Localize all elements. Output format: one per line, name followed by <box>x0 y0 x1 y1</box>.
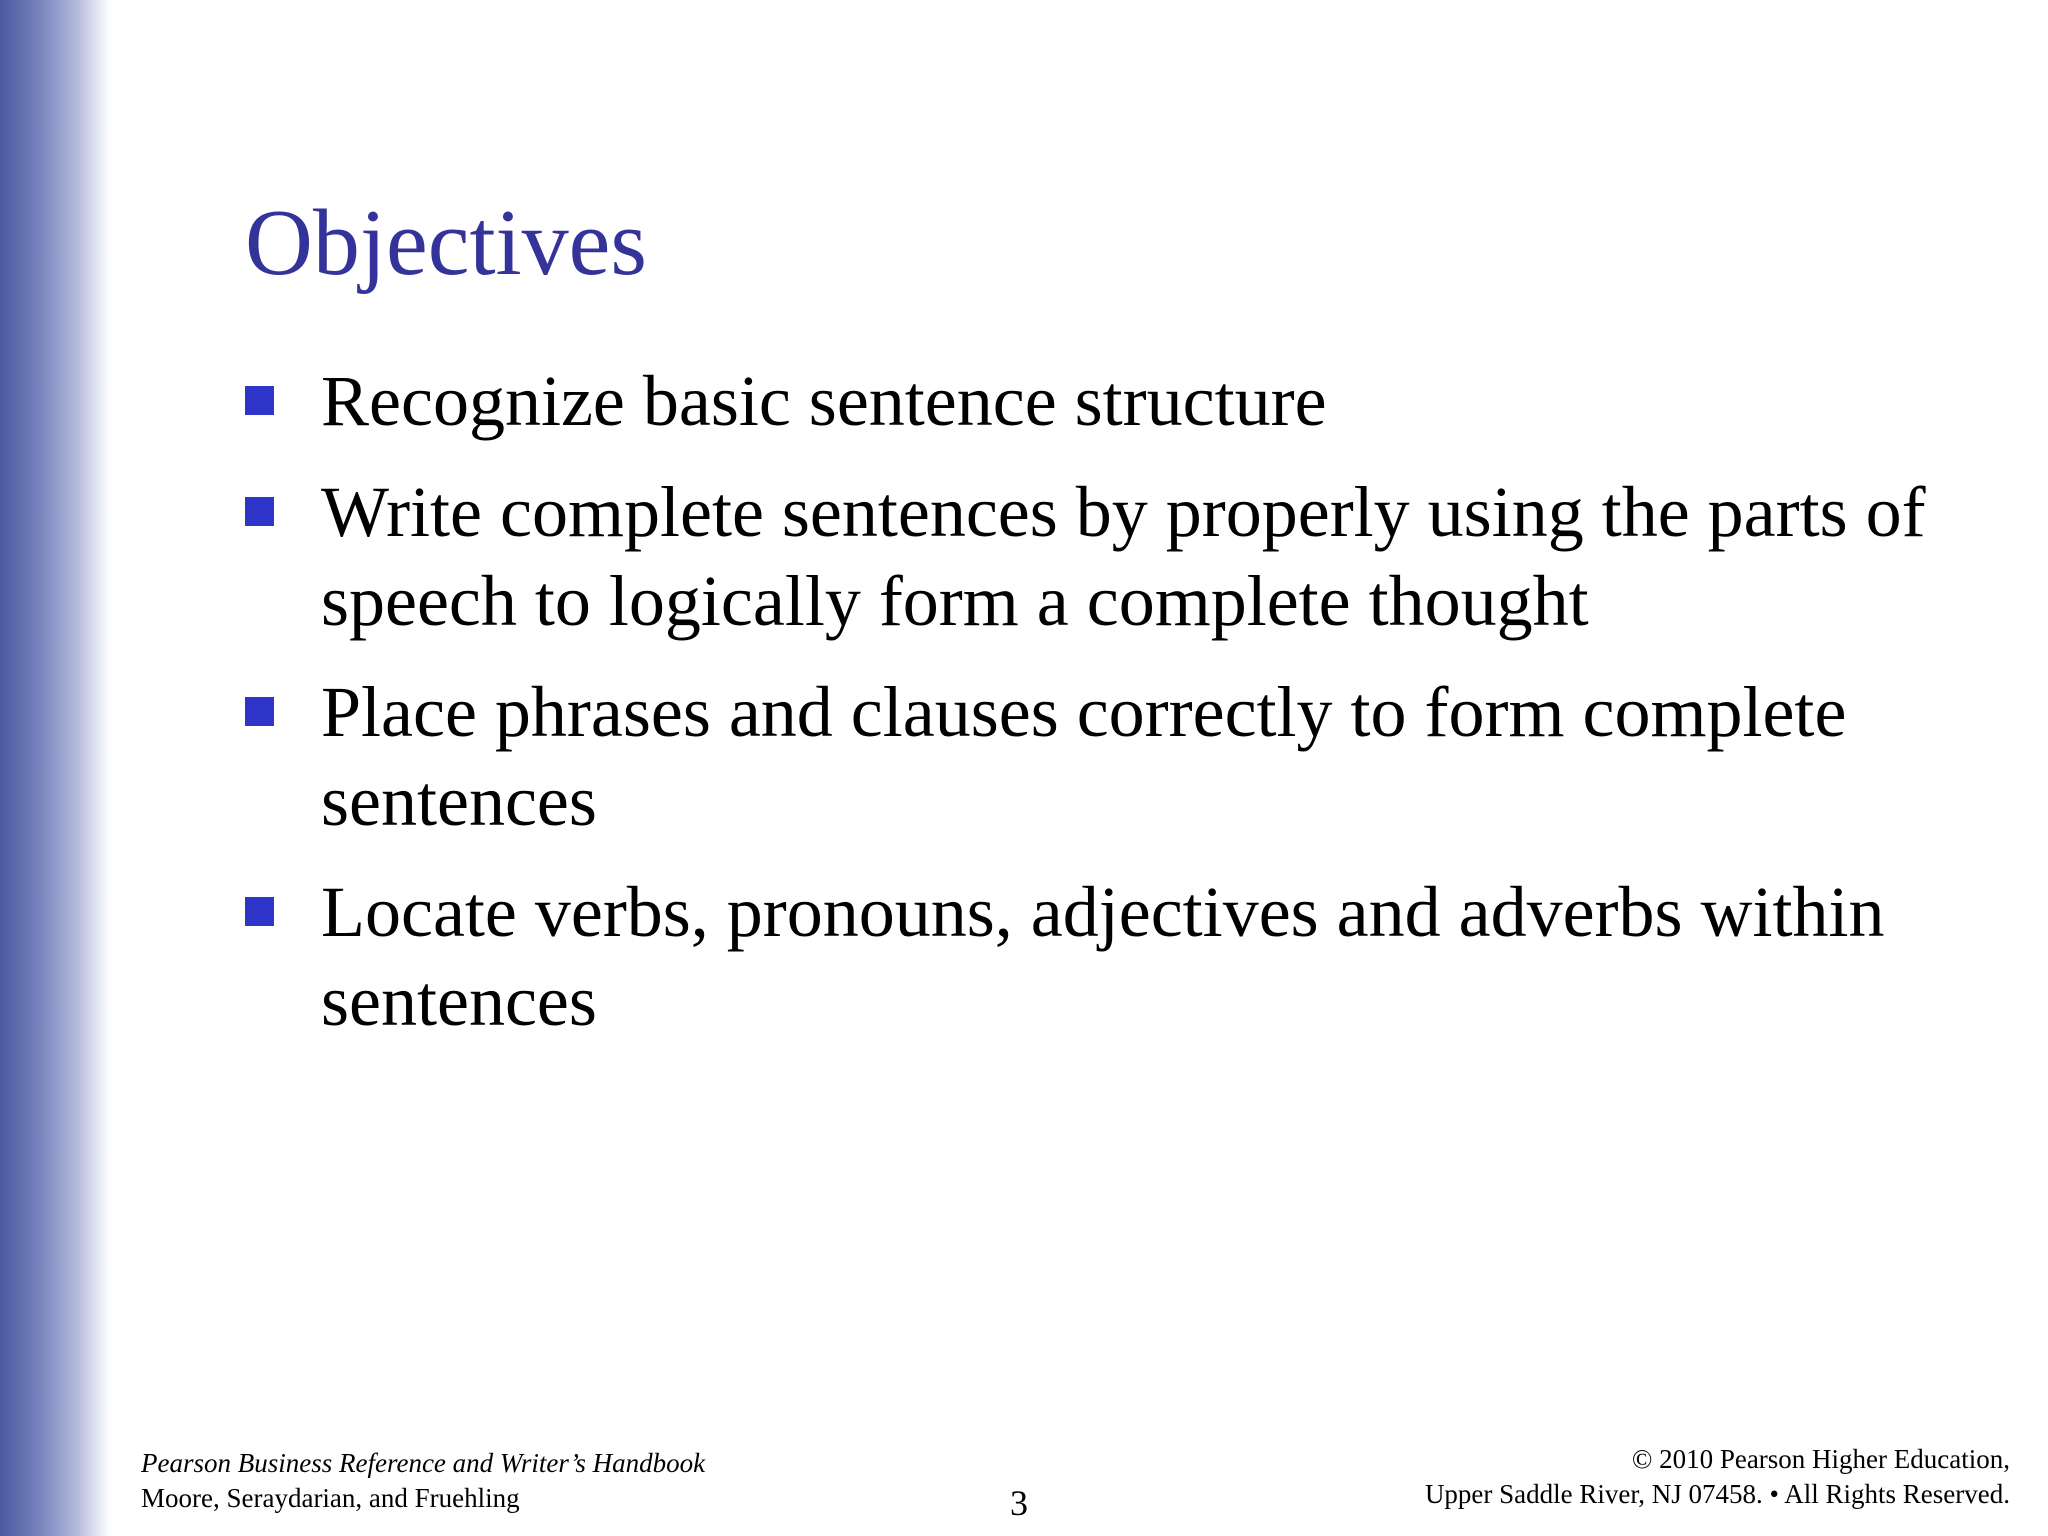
footer-authors: Moore, Seraydarian, and Fruehling <box>141 1483 520 1513</box>
bullet-text: Locate verbs, pronouns, adjectives and adverbs within sentences <box>321 872 1885 1041</box>
bullet-text: Recognize basic sentence structure <box>321 361 1327 441</box>
list-item <box>245 468 1945 646</box>
left-gradient-band <box>0 0 110 1536</box>
list-item <box>245 668 1945 846</box>
square-bullet-icon <box>245 386 274 415</box>
bullet-text: Place phrases and clauses correctly to form complete sentences <box>321 672 1847 841</box>
footer-book-title: Pearson Business Reference and Writer’s Handbook <box>141 1448 706 1478</box>
bullet-text: Write complete sentences by properly using the parts of speech to logically form a complete thought <box>321 472 1926 641</box>
copyright-line-2: Upper Saddle River, NJ 07458. • All Rights Reserved. <box>1424 1479 2010 1509</box>
square-bullet-icon <box>245 497 274 526</box>
footer-book-info <box>141 1446 705 1516</box>
objectives-list <box>245 357 1945 1068</box>
page-number: 3 <box>1010 1483 1028 1523</box>
copyright-line-1: © 2010 Pearson Higher Education, <box>1631 1444 2010 1474</box>
square-bullet-icon <box>245 897 274 926</box>
list-item <box>245 868 1945 1046</box>
square-bullet-icon <box>245 697 274 726</box>
list-item <box>245 357 1945 446</box>
slide-title: Objectives <box>245 191 647 295</box>
footer-copyright <box>1425 1442 2010 1512</box>
